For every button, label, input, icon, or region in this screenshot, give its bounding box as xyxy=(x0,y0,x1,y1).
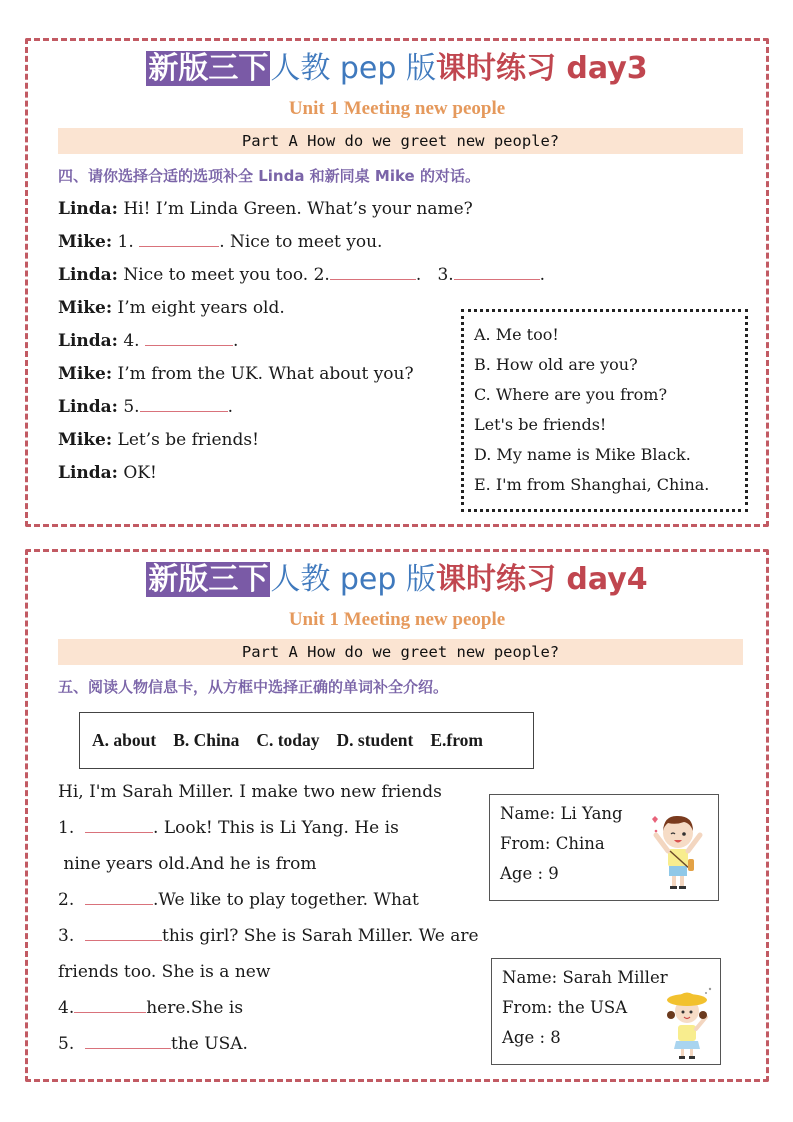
info-name: Name: Sarah Miller xyxy=(502,968,668,987)
option-b: B. How old are you? xyxy=(474,355,638,374)
line-text: 3. xyxy=(58,926,86,946)
passage-line xyxy=(58,997,243,1019)
title-day: day4 xyxy=(555,562,648,597)
line-text: friends too. She is a new xyxy=(58,962,271,982)
answer-blank-3[interactable] xyxy=(85,925,162,941)
answer-blank-3[interactable] xyxy=(454,264,540,280)
word-option-e: E.from xyxy=(430,730,484,750)
line-text: the USA. xyxy=(171,1034,248,1054)
passage-line xyxy=(58,925,479,947)
line-text: Hi, I'm Sarah Miller. I make two new friends xyxy=(58,782,442,802)
info-card-sarah-miller xyxy=(491,958,721,1065)
line-text: . xyxy=(539,265,546,285)
line-text: 1. xyxy=(58,818,86,838)
answer-blank-1[interactable] xyxy=(85,817,153,833)
info-age: Age : 8 xyxy=(502,1028,561,1047)
option-c: C. Where are you from? xyxy=(474,385,668,404)
option-extra: Let's be friends! xyxy=(474,415,607,434)
title-practice: 课时练习 xyxy=(435,51,556,86)
title-edition: 人教 pep 版 xyxy=(270,562,436,597)
exercise-instruction: 五、阅读人物信息卡，从方框中选择正确的单词补全介绍。 xyxy=(58,678,449,696)
unit-heading: Unit 1 Meeting new people xyxy=(288,609,506,630)
line-text: . Nice to meet you. xyxy=(219,232,383,252)
dialogue-line xyxy=(58,231,382,253)
speaker: Linda: xyxy=(58,397,118,417)
title-day: day3 xyxy=(555,51,648,86)
unit-heading: Unit 1 Meeting new people xyxy=(288,98,506,119)
title-grade-label: 新版三下 xyxy=(148,562,269,597)
title-practice: 课时练习 xyxy=(435,562,556,597)
word-bank xyxy=(79,712,534,769)
boy-avatar-icon xyxy=(646,805,708,893)
answer-blank-5[interactable] xyxy=(85,1033,171,1049)
part-heading: Part A How do we greet new people? xyxy=(58,639,743,665)
passage-line xyxy=(58,781,442,803)
line-text: Hi! I’m Linda Green. What’s your name? xyxy=(117,199,473,219)
line-text: . Look! This is Li Yang. He is xyxy=(153,818,399,838)
worksheet-title xyxy=(28,49,766,89)
options-box xyxy=(461,309,748,512)
worksheet-day3 xyxy=(25,38,769,527)
speaker: Linda: xyxy=(58,463,118,483)
line-text: . xyxy=(232,331,239,351)
speaker: Linda: xyxy=(58,331,118,351)
line-text: Let’s be friends! xyxy=(112,430,259,450)
passage-line xyxy=(58,853,316,875)
dialogue-line xyxy=(58,363,414,385)
word-option-c: C. today xyxy=(256,730,320,750)
dialogue-line xyxy=(58,429,259,451)
line-text: .We like to play together. What xyxy=(153,890,419,910)
line-text: 4. xyxy=(58,998,75,1018)
line-text: I’m eight years old. xyxy=(112,298,285,318)
speaker: Mike: xyxy=(58,232,113,252)
dialogue-line xyxy=(58,330,238,352)
title-edition: 人教 pep 版 xyxy=(270,51,436,86)
dialogue-line xyxy=(58,198,473,220)
dialogue-line xyxy=(58,462,157,484)
line-text: 5. xyxy=(58,1034,86,1054)
line-text: . xyxy=(227,397,233,417)
line-text: 2. xyxy=(58,890,86,910)
answer-blank-2[interactable] xyxy=(85,889,153,905)
word-option-d: D. student xyxy=(336,730,414,750)
line-text: 5. xyxy=(117,397,140,417)
dialogue-line xyxy=(58,297,285,319)
speaker: Linda: xyxy=(58,199,118,219)
worksheet-title xyxy=(28,560,766,600)
line-text: 1. xyxy=(112,232,140,252)
info-name: Name: Li Yang xyxy=(500,804,623,823)
info-age: Age : 9 xyxy=(500,864,559,883)
speaker: Mike: xyxy=(58,364,113,384)
word-option-a: A. about xyxy=(92,730,157,750)
answer-blank-4[interactable] xyxy=(74,997,146,1013)
line-text: here.She is xyxy=(146,998,244,1018)
girl-avatar-icon xyxy=(662,985,714,1061)
line-text: 4. xyxy=(117,331,145,351)
line-text: I’m from the UK. What about you? xyxy=(112,364,414,384)
passage-line xyxy=(58,961,270,983)
word-option-b: B. China xyxy=(173,730,240,750)
line-text: . 3. xyxy=(415,265,454,285)
answer-blank-5[interactable] xyxy=(140,396,228,412)
speaker: Mike: xyxy=(58,298,113,318)
option-d: D. My name is Mike Black. xyxy=(474,445,691,464)
info-from: From: the USA xyxy=(502,998,628,1017)
worksheet-day4 xyxy=(25,549,769,1082)
part-heading: Part A How do we greet new people? xyxy=(58,128,743,154)
dialogue-line xyxy=(58,396,233,418)
line-text: nine years old.And he is from xyxy=(58,854,317,874)
option-e: E. I'm from Shanghai, China. xyxy=(474,475,710,494)
line-text: OK! xyxy=(117,463,157,483)
passage-line xyxy=(58,1033,248,1055)
answer-blank-1[interactable] xyxy=(139,231,219,247)
answer-blank-4[interactable] xyxy=(145,330,233,346)
passage-line xyxy=(58,817,399,839)
info-card-li-yang xyxy=(489,794,719,901)
dialogue-line xyxy=(58,264,545,286)
option-a: A. Me too! xyxy=(474,325,559,344)
line-text: Nice to meet you too. 2. xyxy=(117,265,330,285)
speaker: Mike: xyxy=(58,430,113,450)
title-grade-label: 新版三下 xyxy=(148,51,269,86)
answer-blank-2[interactable] xyxy=(330,264,416,280)
info-from: From: China xyxy=(500,834,605,853)
speaker: Linda: xyxy=(58,265,118,285)
line-text: this girl? She is Sarah Miller. We are xyxy=(162,926,479,946)
passage-line xyxy=(58,889,419,911)
exercise-instruction: 四、请你选择合适的选项补全 Linda 和新同桌 Mike 的对话。 xyxy=(58,167,480,185)
